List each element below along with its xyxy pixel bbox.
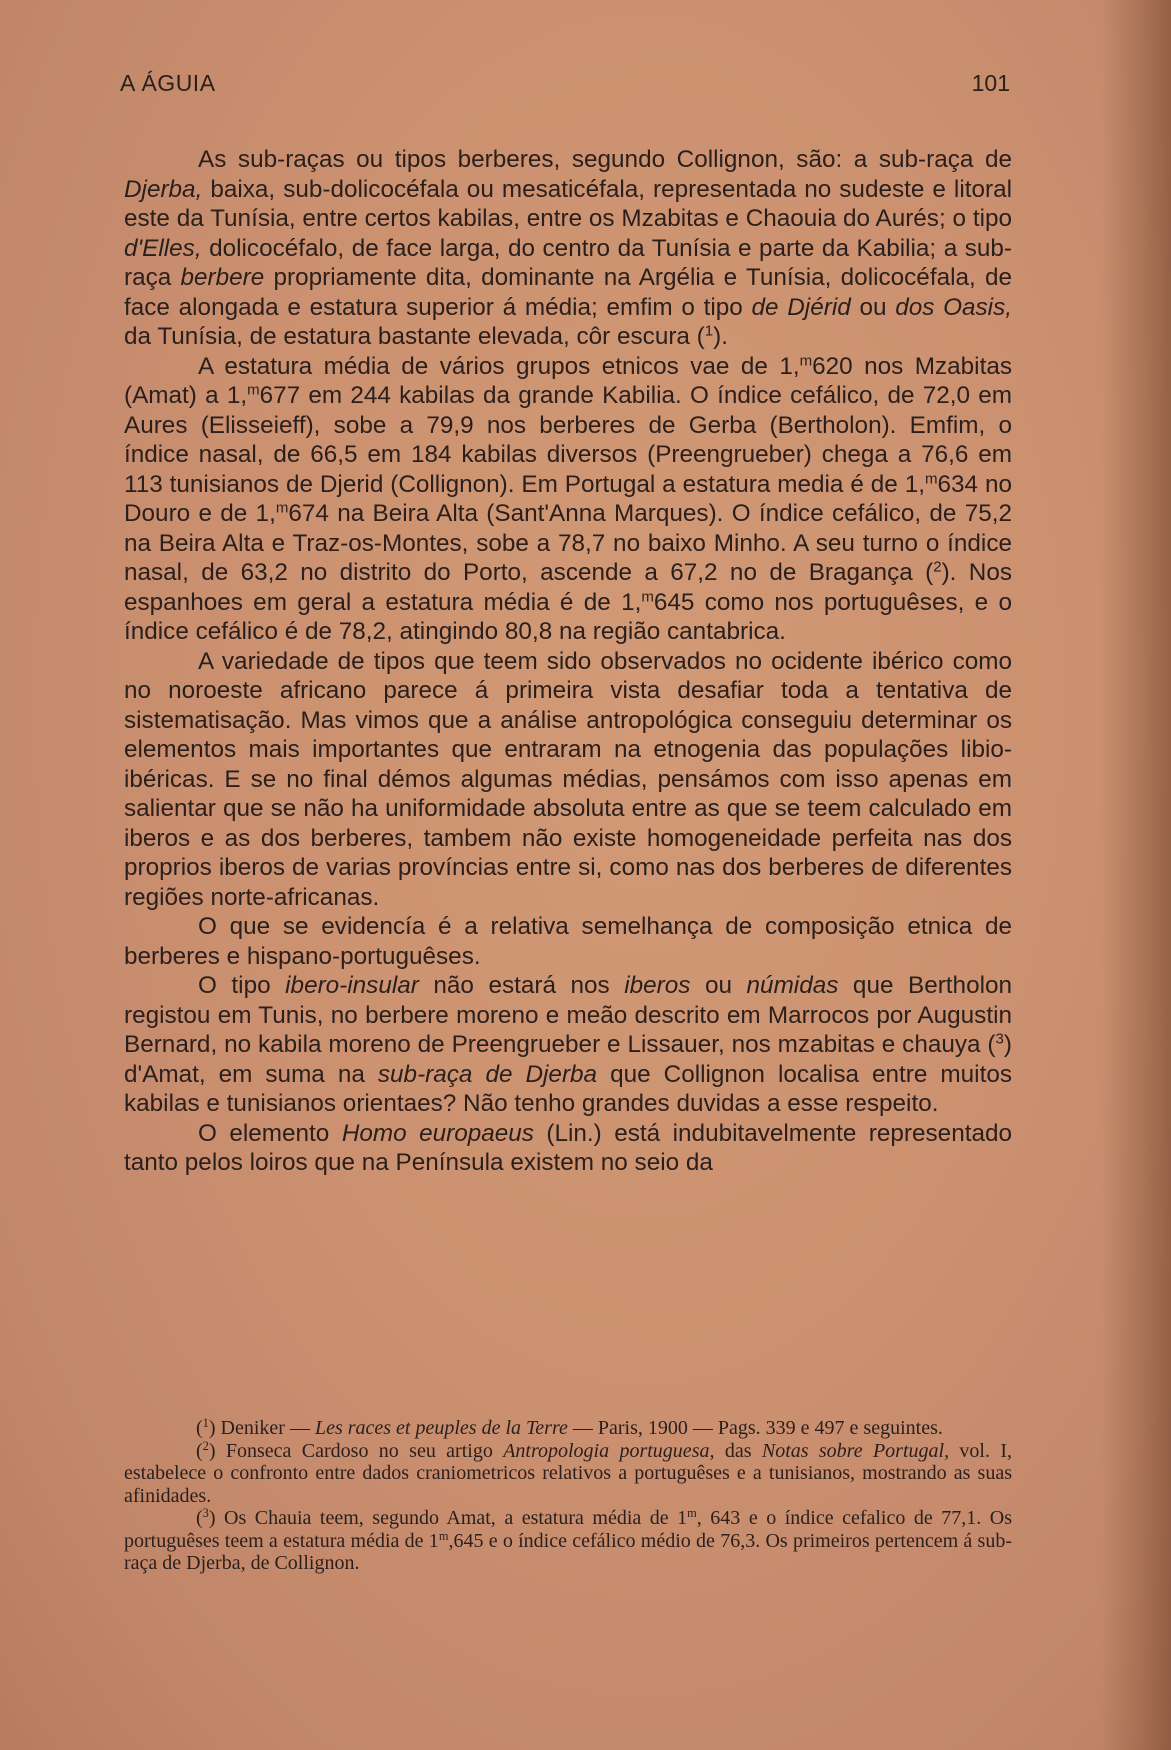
footnote: ($^1$) Deniker — Les races et peuples de la Terre — Paris, 1900 — Pags. 339 e 497 e seguintes. <box>196 1416 943 1439</box>
footnote: ($^2$) Fonseca Cardoso no seu artigo Antropologia portuguesa, das Notas sobre Portugal, vol. I, estabelece o confronto entre dados craniometricos relativos a portuguêses e a tunisianos, mostrando as suas afinidades. <box>124 1438 1013 1507</box>
journal-title: A ÁGUIA <box>120 70 216 96</box>
paragraph: O tipo ibero-insular não estará nos iberos ou númidas que Bertholon registou em Tunis, no berbere moreno e meão descrito em Marrocos por Augustin Bernard, no kabila moreno de Preengrueber e Lissauer, nos mzabitas e chauya ($^3$) d'Amat, em suma na sub-raça de Djerba que Collignon localisa entre muitos kabilas e tunisianos orientaes? Não tenho grandes duvidas a esse respeito. <box>124 972 1013 1117</box>
page-number: 101 <box>971 70 1010 96</box>
paragraph: A variedade de tipos que teem sido observados no ocidente ibérico como no noroeste africano parece á primeira vista desafiar toda a tentativa de sistematisação. Mas vimos que a análise antropológica conseguiu determinar os elementos mais importantes que entraram na etnogenia das populações libio-ibéricas. E se no final démos algumas médias, pensámos com isso apenas em salientar que se não ha uniformidade absoluta entre as que se teem calculado em iberos e as dos berberes, tambem não existe homogeneidade perfeita nas dos proprios iberos de varias províncias entre si, como nas dos berberes de diferentes regiões norte-africanas. <box>124 647 1012 911</box>
paragraph: A estatura média de vários grupos etnicos vae de 1,$^m$620 nos Mzabitas (Amat) a 1,$^m$677 em 244 kabilas da grande Kabilia. O índice cefálico, de 72,0 em Aures (Elisseieff), sobe a 79,9 nos berberes de Gerba (Bertholon). Emfim, o índice nasal, de 66,5 em 184 kabilas diversos (Preengrueber) chega a 76,6 em 113 tunisianos de Djerid (Collignon). Em Portugal a estatura media é de 1,$^m$634 no Douro e de 1,$^m$674 na Beira Alta (Sant'Anna Marques). O índice cefálico, de 75,2 na Beira Alta e Traz-os-Montes, sobe a 78,7 no baixo Minho. A seu turno o índice nasal, de 63,2 no distrito do Porto, ascende a 67,2 no de Bragança ($^2$). Nos espanhoes em geral a estatura média é de 1,$^m$645 como nos portuguêses, e o índice cefálico é de 78,2, atingindo 80,8 na região cantabrica. <box>124 352 1012 645</box>
footnote: ($^3$) Os Chauia teem, segundo Amat, a estatura média de 1$^m$, 643 e o índice cefalico de 77,1. Os portuguêses teem a estatura média de 1$^m$,645 e o índice cefálico médio de 76,3. Os primeiros pertencem á sub-raça de Djerba, de Collignon. <box>124 1506 1013 1574</box>
running-header <box>120 70 1010 104</box>
footnotes <box>124 1417 1012 1575</box>
paragraph: O elemento Homo europaeus (Lin.) está indubitavelmente representado tanto pelos loiros que na Península existem no seio da <box>124 1119 1012 1176</box>
paragraph: As sub-raças ou tipos berberes, segundo Collignon, são: a sub-raça de Djerba, baixa, sub-dolicocéfala ou mesaticéfala, representada no sudeste e litoral este da Tunísia, entre certos kabilas, entre os Mzabitas e Chaouia do Aurés; o tipo d'Elles, dolicocéfalo, de face larga, do centro da Tunísia e parte da Kabilia; a sub-raça berbere propriamente dita, dominante na Argélia e Tunísia, dolicocéfala, de face alongada e estatura superior á média; emfim o tipo de Djérid ou dos Oasis, da Tunísia, de estatura bastante elevada, côr escura ($^1$). <box>124 146 1013 350</box>
page-edge-shadow <box>1101 0 1171 1750</box>
paragraph: O que se evidencía é a relativa semelhança de composição etnica de berberes e hispano-portuguêses. <box>124 913 1012 970</box>
main-text <box>124 145 1012 1178</box>
